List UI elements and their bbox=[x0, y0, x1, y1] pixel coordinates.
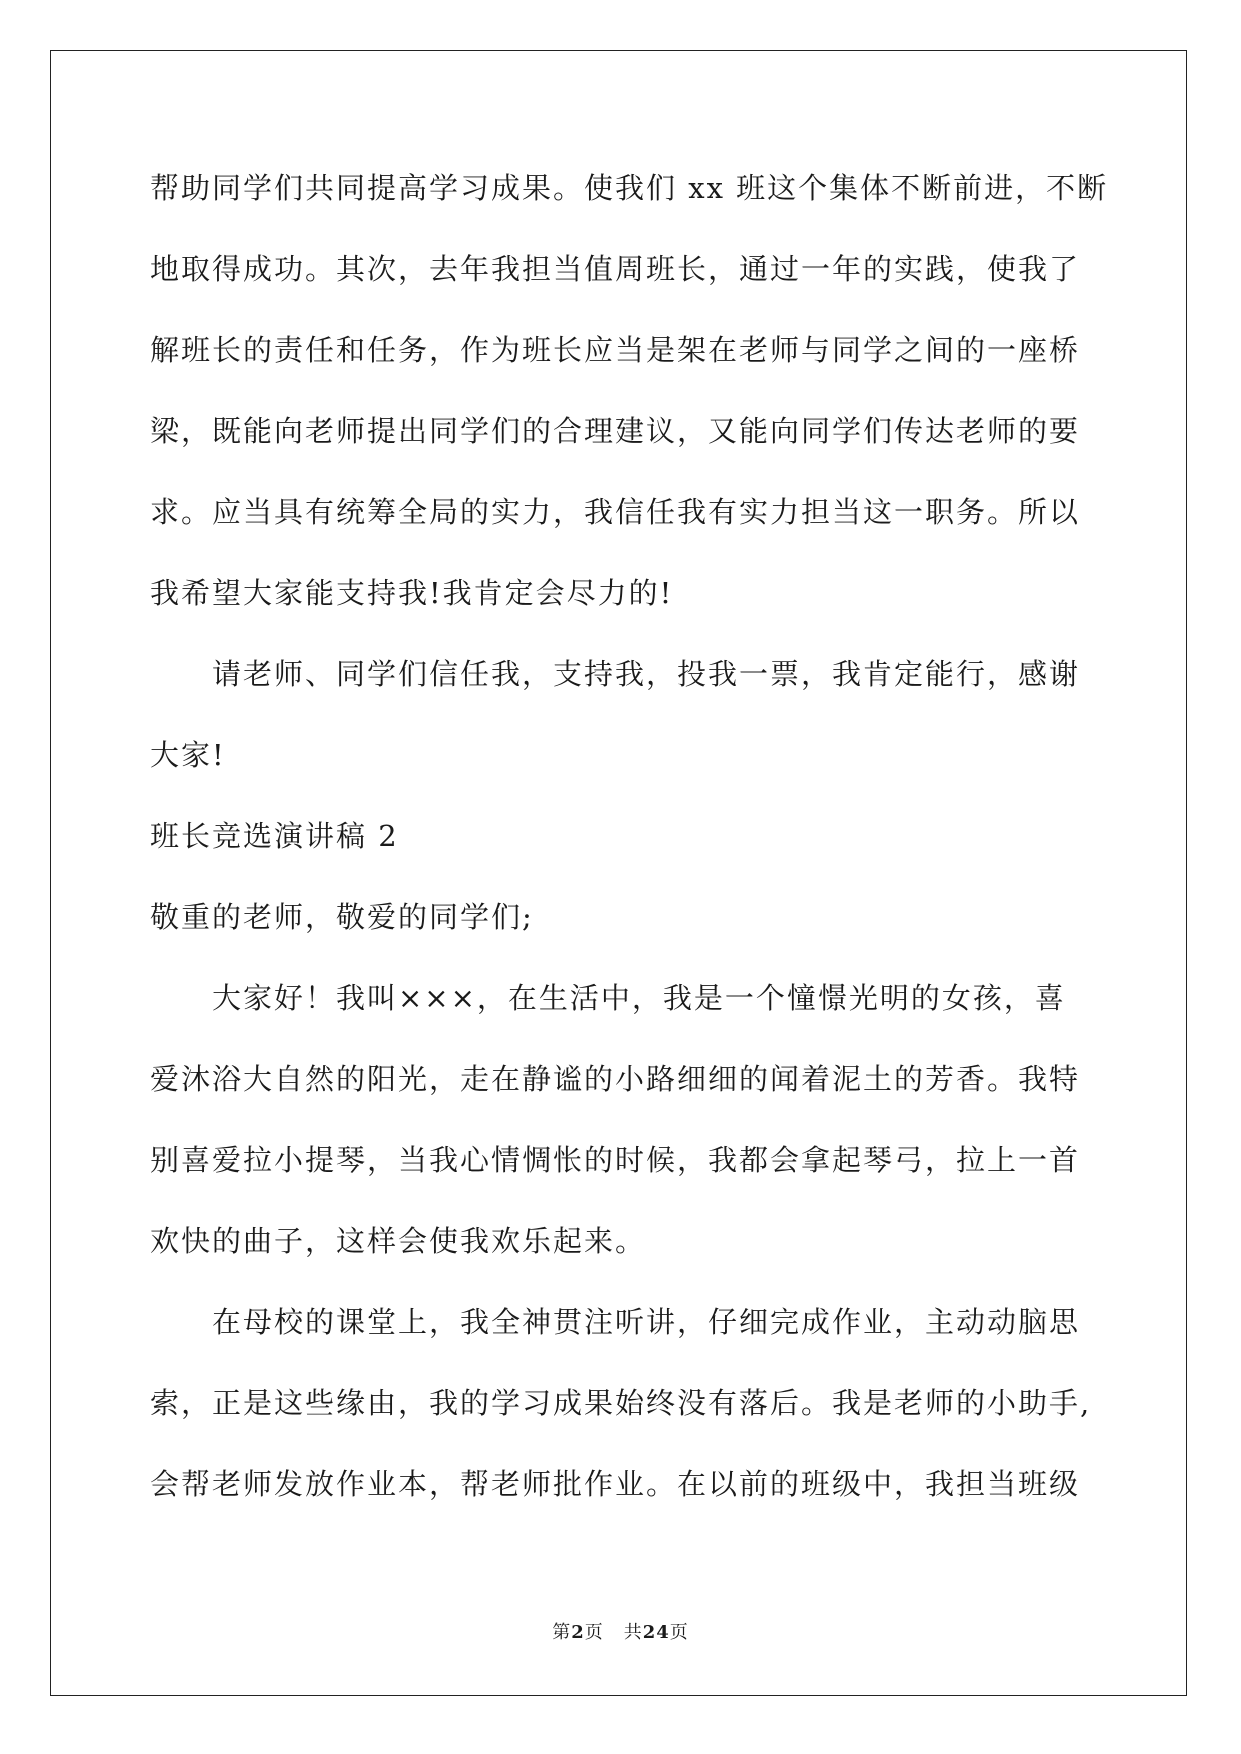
page-suffix: 页 bbox=[584, 1622, 604, 1643]
text-line: 大家好！我叫×××，在生活中，我是一个憧憬光明的女孩，喜 bbox=[212, 981, 1066, 1015]
text-line: 请老师、同学们信任我，支持我，投我一票，我肯定能行，感谢 bbox=[212, 657, 1081, 691]
text-line: 会帮老师发放作业本，帮老师批作业。在以前的班级中，我担当班级 bbox=[150, 1467, 1081, 1501]
text-line: 解班长的责任和任务，作为班长应当是架在老师与同学之间的一座桥 bbox=[150, 333, 1081, 367]
text-line: 帮助同学们共同提高学习成果。使我们 xx 班这个集体不断前进，不断 bbox=[150, 171, 1109, 205]
text-line: 爱沐浴大自然的阳光，走在静谧的小路细细的闻着泥土的芳香。我特 bbox=[150, 1062, 1081, 1096]
section-heading: 班长竞选演讲稿 2 bbox=[150, 819, 399, 853]
page-prefix: 第 bbox=[552, 1622, 572, 1643]
text-line: 梁，既能向老师提出同学们的合理建议，又能向同学们传达老师的要 bbox=[150, 414, 1081, 448]
total-prefix: 共 bbox=[623, 1622, 643, 1643]
text-line: 地取得成功。其次，去年我担当值周班长，通过一年的实践，使我了 bbox=[150, 252, 1081, 286]
document-body bbox=[150, 158, 1109, 1535]
text-line: 大家! bbox=[150, 738, 226, 772]
text-line: 我希望大家能支持我!我肯定会尽力的! bbox=[150, 576, 674, 610]
salutation: 敬重的老师，敬爱的同学们; bbox=[150, 900, 534, 934]
page-number: 2 bbox=[571, 1622, 585, 1643]
text-line: 求。应当具有统筹全局的实力，我信任我有实力担当这一职务。所以 bbox=[150, 495, 1081, 529]
total-suffix: 页 bbox=[669, 1622, 689, 1643]
total-pages: 24 bbox=[642, 1622, 670, 1643]
text-line: 索，正是这些缘由，我的学习成果始终没有落后。我是老师的小助手, bbox=[150, 1386, 1092, 1420]
text-line: 别喜爱拉小提琴，当我心情惆怅的时候，我都会拿起琴弓，拉上一首 bbox=[150, 1143, 1081, 1177]
text-line: 欢快的曲子，这样会使我欢乐起来。 bbox=[150, 1224, 647, 1258]
text-line: 在母校的课堂上，我全神贯注听讲，仔细完成作业，主动动脑思 bbox=[212, 1305, 1081, 1339]
page-footer bbox=[0, 1618, 1241, 1644]
